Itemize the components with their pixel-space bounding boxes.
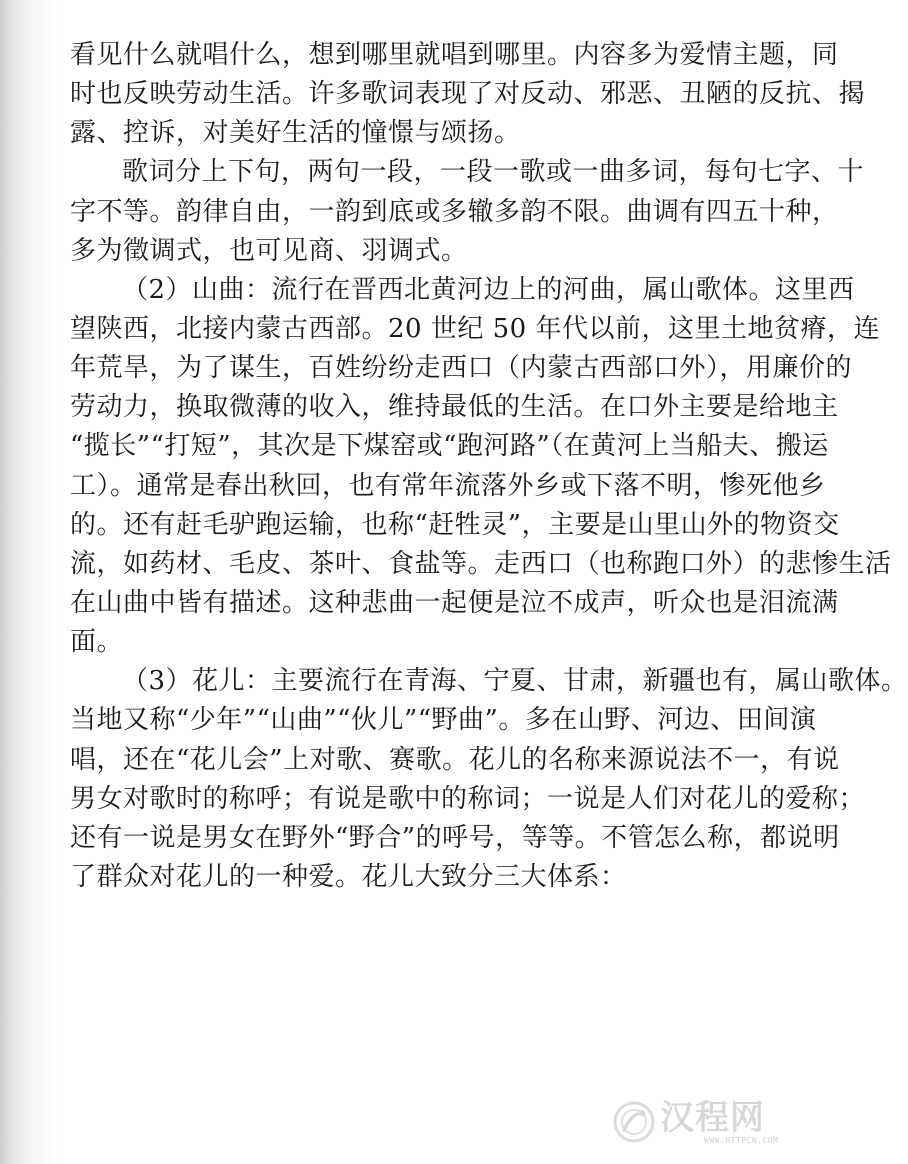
text-line: 时也反映劳动生活。许多歌词表现了对反动、邪恶、丑陋的反抗、揭	[70, 79, 866, 110]
text-line: 面。	[70, 627, 124, 658]
text-line: 的。还有赶毛驴跑运输，也称“赶牲灵”，主要是山里山外的物资交	[70, 509, 840, 540]
text-line: 当地又称“少年”“山曲”“伙儿”“野曲”。多在山野、河边、田间演	[70, 705, 817, 736]
watermark-logo-icon	[612, 1100, 656, 1144]
text-line: 多为徵调式，也可见商、羽调式。	[70, 235, 468, 266]
text-line: 年荒旱，为了谋生，百姓纷纷走西口（内蒙古西部口外），用廉价的	[70, 353, 853, 384]
text-line: 字不等。韵律自由，一韵到底或多辙多韵不限。曲调有四五十种，	[70, 196, 839, 227]
text-line: （2）山曲：流行在晋西北黄河边上的河曲，属山歌体。这里西	[122, 274, 855, 305]
text-line: 工）。通常是春出秋回，也有常年流落外乡或下落不明，惨死他乡	[70, 470, 826, 501]
watermark	[612, 1098, 792, 1150]
watermark-logo-text: 汉程网	[660, 1098, 765, 1138]
text-line: 还有一说是男女在野外“野合”的呼号，等等。不管怎么称，都说明	[70, 822, 840, 853]
text-line: 劳动力，换取微薄的收入，维持最低的生活。在口外主要是给地主	[70, 392, 839, 423]
text-line: 男女对歌时的称呼；有说是歌中的称词；一说是人们对花儿的爱称；	[70, 783, 866, 814]
text-line: 流，如药材、毛皮、茶叶、食盐等。走西口（也称跑口外）的悲惨生活	[70, 548, 892, 579]
text-line: 唱，还在“花儿会”上对歌、赛歌。花儿的名称来源说法不一，有说	[70, 744, 840, 775]
body-text	[70, 36, 908, 897]
text-line: 在山曲中皆有描述。这种悲曲一起便是泣不成声，听众也是泪流满	[70, 587, 839, 618]
text-line: （3）花儿：主要流行在青海、宁夏、甘肃，新疆也有，属山歌体。	[122, 666, 908, 697]
text-line: 露、控诉，对美好生活的憧憬与颂扬。	[70, 118, 521, 149]
text-line: 看见什么就唱什么，想到哪里就唱到哪里。内容多为爱情主题，同	[70, 40, 839, 70]
text-line: 望陕西，北接内蒙古西部。20 世纪 50 年代以前，这里土地贫瘠，连	[70, 313, 880, 344]
text-line: “揽长”“打短”，其次是下煤窑或“跑河路”（在黄河上当船夫、搬运	[70, 431, 829, 462]
text-line: 歌词分上下句，两句一段，一段一歌或一曲多词，每句七字、十	[122, 157, 865, 188]
text-line: 了群众对花儿的一种爱。花儿大致分三大体系：	[70, 861, 627, 892]
watermark-url: WWW.HTTPCN.COM	[704, 1136, 779, 1145]
